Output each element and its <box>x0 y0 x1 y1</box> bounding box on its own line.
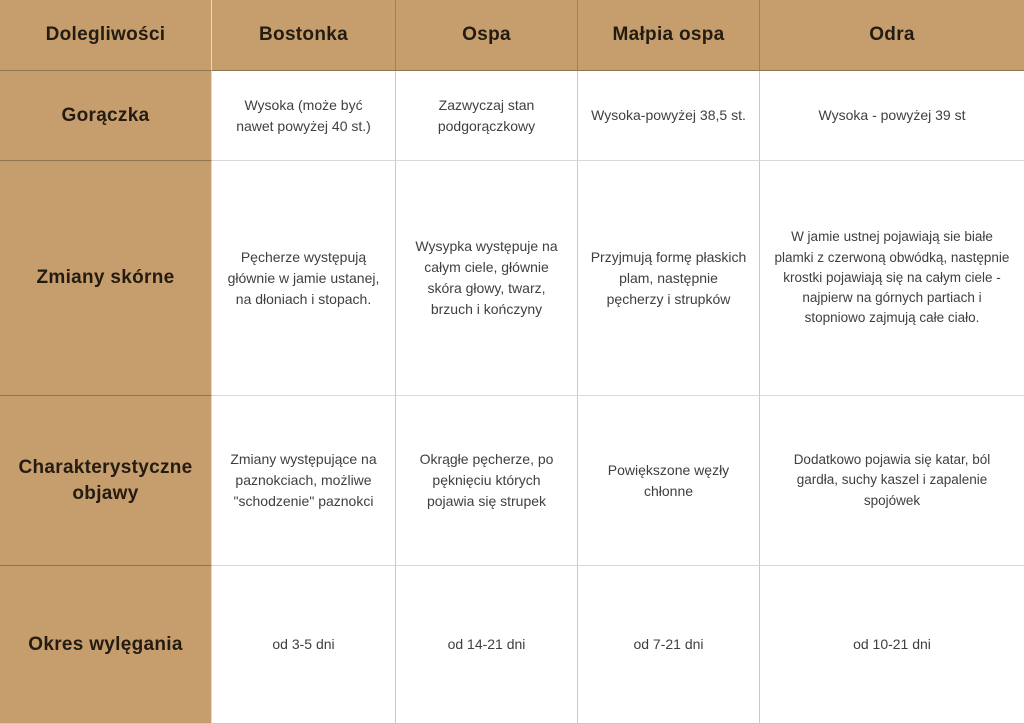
cell-zmiany-skorne-odra: W jamie ustnej pojawiają sie białe plamki z czerwoną obwódką, następnie krostki pojawiają się na całym ciele -najpierw na górnych partiach i stopniowo zajmują całe ciało. <box>760 161 1024 396</box>
cell-zmiany-skorne-ospa: Wysypka występuje na całym ciele, głównie skóra głowy, twarz, brzuch i kończyny <box>396 161 578 396</box>
cell-okres-wylegania-odra: od 10-21 dni <box>760 566 1024 724</box>
row-label-charakterystyczne-objawy: Charakterystyczne objawy <box>0 396 212 566</box>
cell-zmiany-skorne-malpia-ospa: Przyjmują formę płaskich plam, następnie pęcherzy i strupków <box>578 161 760 396</box>
row-label-okres-wylegania: Okres wylęgania <box>0 566 212 724</box>
cell-okres-wylegania-ospa: od 14-21 dni <box>396 566 578 724</box>
cell-okres-wylegania-bostonka: od 3-5 dni <box>212 566 396 724</box>
cell-charakterystyczne-objawy-ospa: Okrągłe pęcherze, po pęknięciu których pojawia się strupek <box>396 396 578 566</box>
column-header-ospa: Ospa <box>396 0 578 71</box>
row-label-zmiany-skorne: Zmiany skórne <box>0 161 212 396</box>
cell-okres-wylegania-malpia-ospa: od 7-21 dni <box>578 566 760 724</box>
cell-goraczka-malpia-ospa: Wysoka-powyżej 38,5 st. <box>578 71 760 161</box>
cell-zmiany-skorne-bostonka: Pęcherze występują głównie w jamie ustanej, na dłoniach i stopach. <box>212 161 396 396</box>
cell-charakterystyczne-objawy-odra: Dodatkowo pojawia się katar, ból gardła, suchy kaszel i zapalenie spojówek <box>760 396 1024 566</box>
cell-goraczka-odra: Wysoka - powyżej 39 st <box>760 71 1024 161</box>
column-header-bostonka: Bostonka <box>212 0 396 71</box>
cell-goraczka-bostonka: Wysoka (może być nawet powyżej 40 st.) <box>212 71 396 161</box>
row-label-goraczka: Gorączka <box>0 71 212 161</box>
column-header-malpia-ospa: Małpia ospa <box>578 0 760 71</box>
column-header-dolegliwosci: Dolegliwości <box>0 0 212 71</box>
cell-goraczka-ospa: Zazwyczaj stan podgorączkowy <box>396 71 578 161</box>
column-header-odra: Odra <box>760 0 1024 71</box>
cell-charakterystyczne-objawy-malpia-ospa: Powiększone węzły chłonne <box>578 396 760 566</box>
cell-charakterystyczne-objawy-bostonka: Zmiany występujące na paznokciach, możliwe "schodzenie" paznokci <box>212 396 396 566</box>
